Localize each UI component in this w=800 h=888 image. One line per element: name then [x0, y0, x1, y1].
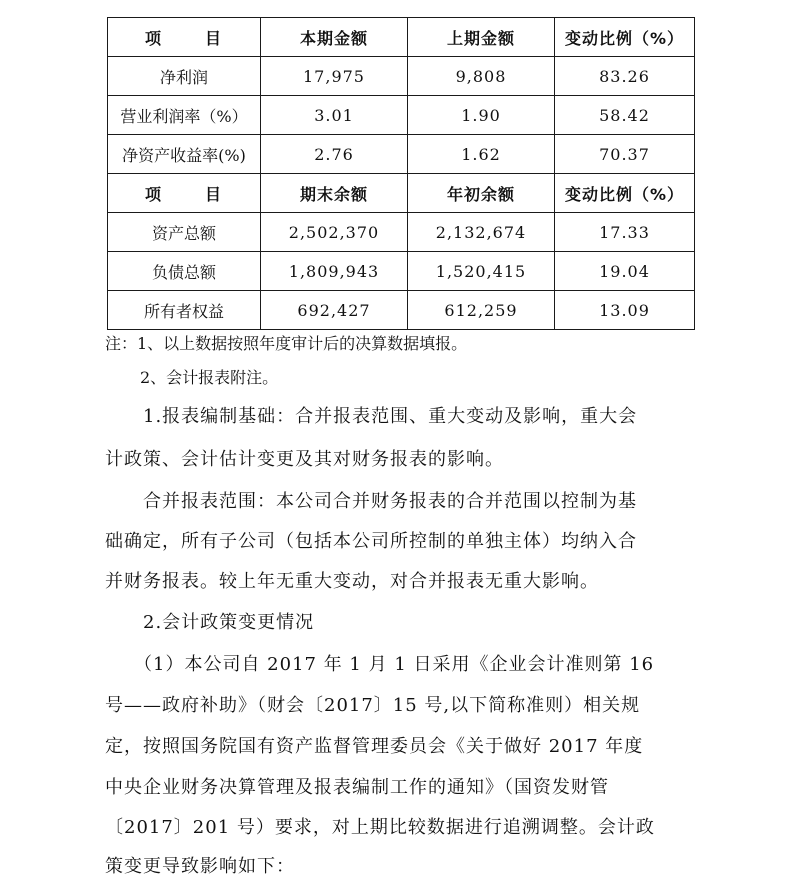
paragraph-scope-line-3: 并财务报表。较上年无重大变动，对合并报表无重大影响。: [105, 571, 599, 592]
header-cell-ending-balance: 期末余额: [261, 174, 408, 213]
cell-value: 3.01: [261, 96, 408, 135]
cell-value: 1,809,943: [261, 252, 408, 291]
header-cell-item: 项 目: [108, 18, 261, 57]
cell-value: 70.37: [555, 135, 695, 174]
cell-value: 83.26: [555, 57, 695, 96]
table-row: [108, 57, 695, 96]
table-row: [108, 213, 695, 252]
cell-value: 2.76: [261, 135, 408, 174]
paragraph-policy-line-5: 〔2017〕201 号）要求，对上期比较数据进行追溯调整。会计政: [105, 817, 655, 838]
cell-value: 1.90: [408, 96, 555, 135]
table-row: [108, 291, 695, 330]
row-label: 负债总额: [108, 252, 261, 291]
paragraph-basis-line-1: 1.报表编制基础：合并报表范围、重大变动及影响，重大会: [105, 406, 638, 427]
cell-value: 2,502,370: [261, 213, 408, 252]
header-cell-beginning-balance: 年初余额: [408, 174, 555, 213]
table-header-row: [108, 18, 695, 57]
section-heading-policy-change: 2.会计政策变更情况: [105, 612, 315, 633]
cell-value: 1.62: [408, 135, 555, 174]
row-label: 净利润: [108, 57, 261, 96]
paragraph-policy-line-6: 策变更导致影响如下：: [105, 856, 295, 877]
row-label: 资产总额: [108, 213, 261, 252]
table-header-row: [108, 174, 695, 213]
cell-value: 1,520,415: [408, 252, 555, 291]
header-cell-item: 项 目: [108, 174, 261, 213]
paragraph-policy-line-2: 号——政府补助》（财会〔2017〕15 号,以下简称准则）相关规: [105, 695, 641, 716]
table-row: [108, 135, 695, 174]
cell-value: 17.33: [555, 213, 695, 252]
cell-value: 58.42: [555, 96, 695, 135]
paragraph-policy-line-4: 中央企业财务决算管理及报表编制工作的通知》（国资发财管: [105, 777, 609, 798]
cell-value: 17,975: [261, 57, 408, 96]
row-label: 净资产收益率(%): [108, 135, 261, 174]
header-cell-change-ratio: 变动比例（%）: [555, 18, 695, 57]
table-row: [108, 252, 695, 291]
header-cell-current-period: 本期金额: [261, 18, 408, 57]
header-cell-previous-period: 上期金额: [408, 18, 555, 57]
cell-value: 13.09: [555, 291, 695, 330]
row-label: 营业利润率（%）: [108, 96, 261, 135]
cell-value: 19.04: [555, 252, 695, 291]
paragraph-scope-line-2: 础确定，所有子公司（包括本公司所控制的单独主体）均纳入合: [105, 531, 637, 552]
paragraph-basis-line-2: 计政策、会计估计变更及其对财务报表的影响。: [105, 449, 504, 470]
financial-summary-table: [107, 17, 695, 330]
table-note-1: 注：1、以上数据按照年度审计后的决算数据填报。: [105, 334, 468, 353]
cell-value: 692,427: [261, 291, 408, 330]
cell-value: 2,132,674: [408, 213, 555, 252]
table-row: [108, 96, 695, 135]
paragraph-policy-line-3: 定，按照国务院国有资产监督管理委员会《关于做好 2017 年度: [105, 736, 644, 757]
paragraph-policy-line-1: （1）本公司自 2017 年 1 月 1 日采用《企业会计准则第 16: [105, 654, 655, 675]
table-note-2: 2、会计报表附注。: [140, 368, 279, 387]
cell-value: 9,808: [408, 57, 555, 96]
row-label: 所有者权益: [108, 291, 261, 330]
paragraph-scope-line-1: 合并报表范围：本公司合并财务报表的合并范围以控制为基: [105, 491, 637, 512]
cell-value: 612,259: [408, 291, 555, 330]
header-cell-change-ratio: 变动比例（%）: [555, 174, 695, 213]
